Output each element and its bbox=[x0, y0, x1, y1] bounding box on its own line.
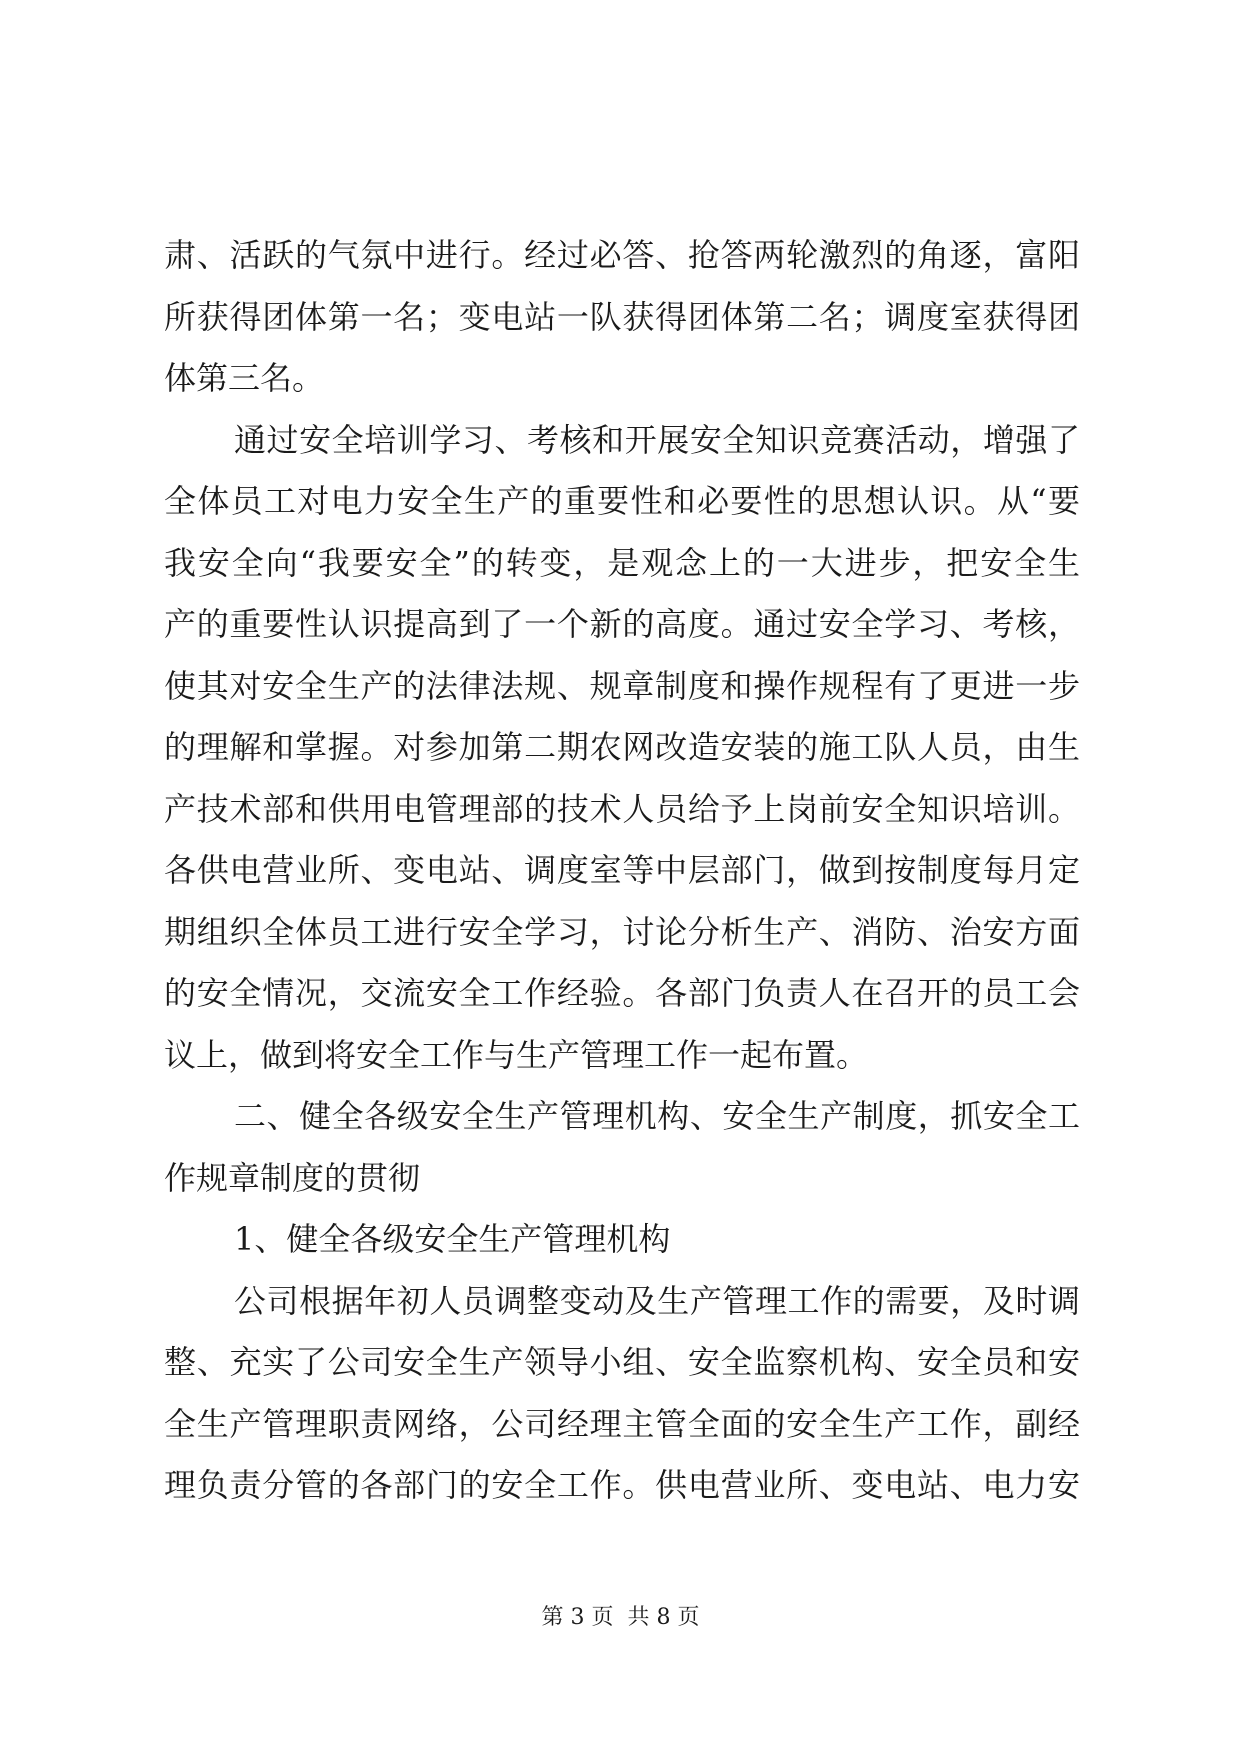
section-heading-line-1: 二、健全各级安全生产管理机构、安全生产制度，抓安全工 bbox=[234, 1097, 1080, 1135]
text-line-10: 产技术部和供用电管理部的技术人员给予上岗前安全知识培训。 bbox=[164, 789, 1080, 828]
text-line-3: 体第三名。 bbox=[164, 359, 325, 397]
text-line-11: 各供电营业所、变电站、调度室等中层部门，做到按制度每月定 bbox=[164, 851, 1080, 889]
page-number: 第 3 页 bbox=[541, 1605, 614, 1630]
text-line-7: 产的重要性认识提高到了一个新的高度。通过安全学习、考核， bbox=[164, 605, 1080, 643]
text-line-2: 所获得团体第一名；变电站一队获得团体第二名；调度室获得团 bbox=[164, 297, 1080, 336]
text-line-4: 通过安全培训学习、考核和开展安全知识竞赛活动，增强了 bbox=[234, 420, 1080, 459]
text-line-6: 我安全向“我要安全”的转变，是观念上的一大进步，把安全生 bbox=[164, 543, 1080, 582]
page-total: 共 8 页 bbox=[627, 1605, 700, 1630]
text-line-12: 期组织全体员工进行安全学习，讨论分析生产、消防、治安方面 bbox=[164, 912, 1080, 951]
text-line-14: 议上，做到将安全工作与生产管理工作一起布置。 bbox=[164, 1035, 869, 1074]
text-line-13: 的安全情况，交流安全工作经验。各部门负责人在召开的员工会 bbox=[164, 974, 1080, 1012]
text-line-21: 理负责分管的各部门的安全工作。供电营业所、变电站、电力安 bbox=[164, 1466, 1080, 1504]
text-line-19: 整、充实了公司安全生产领导小组、安全监察机构、安全员和安 bbox=[164, 1343, 1080, 1381]
document-body bbox=[164, 225, 1080, 1517]
text-line-20: 全生产管理职责网络，公司经理主管全面的安全生产工作，副经 bbox=[164, 1404, 1080, 1443]
text-line-18: 公司根据年初人员调整变动及生产管理工作的需要，及时调 bbox=[234, 1281, 1080, 1320]
text-line-5: 全体员工对电力安全生产的重要性和必要性的思想认识。从“要 bbox=[164, 482, 1080, 520]
text-line-1: 肃、活跃的气氛中进行。经过必答、抢答两轮激烈的角逐，富阳 bbox=[164, 236, 1080, 274]
page-footer bbox=[0, 1603, 1241, 1633]
subsection-heading: 1、健全各级安全生产管理机构 bbox=[234, 1220, 671, 1258]
text-line-8: 使其对安全生产的法律法规、规章制度和操作规程有了更进一步 bbox=[164, 666, 1080, 705]
section-heading-line-2: 作规章制度的贯彻 bbox=[164, 1158, 421, 1197]
text-line-9: 的理解和掌握。对参加第二期农网改造安装的施工队人员，由生 bbox=[164, 728, 1080, 766]
